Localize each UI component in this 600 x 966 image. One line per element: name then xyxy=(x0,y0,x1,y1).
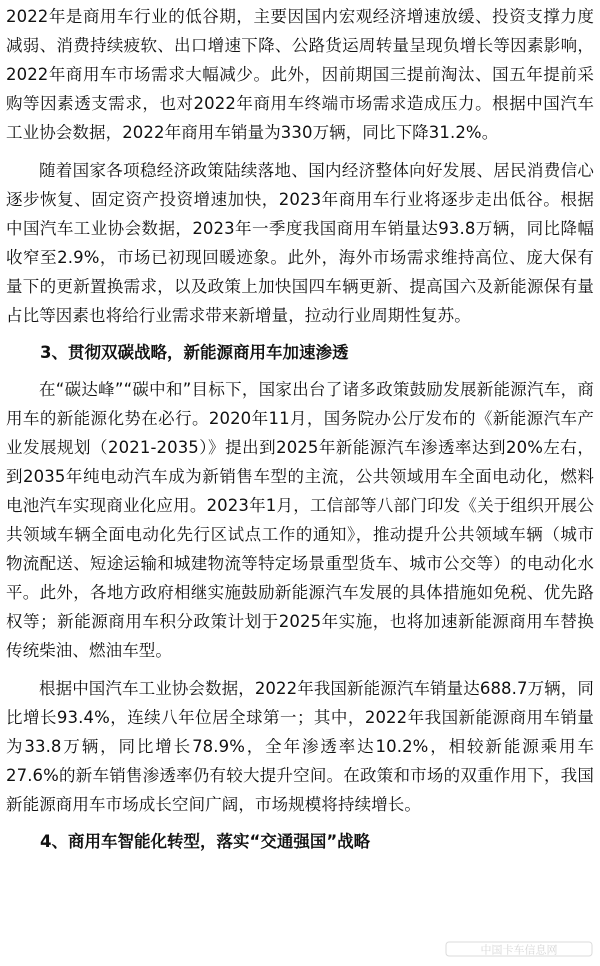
heading-spacer xyxy=(6,330,594,338)
paragraph-2023-recovery: 随着国家各项稳经济政策陆续落地、国内经济整体向好发展、居民消费信心逐步恢复、固定资产投资增速加快，2023年商用车行业将逐步走出低谷。根据中国汽车工业协会数据，2023年一季度我国商用车销量达93.8万辆，同比降幅收窄至2.9%，市场已初现回暖迹象。此外，海外市场需求维持高位、庞大保有量下的更新置换需求，以及政策上加快国四车辆更新、提高国六及新能源保有量占比等因素也将给行业需求带来新增量，拉动行业周期性复苏。 xyxy=(6,161,594,325)
paragraph-nev-sales: 根据中国汽车工业协会数据，2022年我国新能源汽车销量达688.7万辆，同比增长93.4%，连续八年位居全球第一；其中，2022年我国新能源商用车销量为33.8万辆，同比增长78.9%，全年渗透率达10.2%，相较新能源乘用车27.6%的新车销售渗透率仍有较大提升空间。在政策和市场的双重作用下，我国新能源商用车市场成长空间广阔，市场规模将持续增长。 xyxy=(6,679,594,814)
watermark-text: 中国卡车信息网 xyxy=(480,943,558,957)
paragraph-spacer xyxy=(6,665,594,674)
paragraph-2022-market: 2022年是商用车行业的低谷期，主要因国内宏观经济增速放缓、投资支撑力度减弱、消费持续疲软、出口增速下降、公路货运周转量呈现负增长等因素影响，2022年商用车市场需求大幅减少。此外，因前期国三提前淘汰、国五年提前采购等因素透支需求，也对2022年商用车终端市场需求造成压力。根据中国汽车工业协会数据，2022年商用车销量为330万辆，同比下降31.2%。 xyxy=(6,7,594,142)
heading-spacer xyxy=(6,367,594,375)
heading-spacer xyxy=(6,819,594,827)
paragraph-spacer xyxy=(6,147,594,156)
section-heading-4: 4、商用车智能化转型，落实“交通强国”战略 xyxy=(40,832,371,851)
section-heading-3: 3、贯彻双碳战略，新能源商用车加速渗透 xyxy=(40,343,349,362)
site-watermark xyxy=(444,938,594,960)
truck-logo-icon xyxy=(444,938,594,960)
paragraph-carbon-policy: 在“碳达峰”“碳中和”目标下，国家出台了诸多政策鼓励发展新能源汽车，商用车的新能源化势在必行。2020年11月，国务院办公厅发布的《新能源汽车产业发展规划（2021-2035）》提出到2025年新能源汽车渗透率达到20%左右，到2035年纯电动汽车成为新销售车型的主流，公共领域用车全面电动化，燃料电池汽车实现商业化应用。2023年1月，工信部等八部门印发《关于组织开展公共领域车辆全面电动化先行区试点工作的通知》，推动提升公共领域车辆（城市物流配送、短途运输和城建物流等特定场景重型货车、城市公交等）的电动化水平。此外，各地方政府相继实施鼓励新能源汽车发展的具体措施如免税、优先路权等；新能源商用车积分政策计划于2025年实施，也将加速新能源商用车替换传统柴油、燃油车型。 xyxy=(6,380,594,660)
